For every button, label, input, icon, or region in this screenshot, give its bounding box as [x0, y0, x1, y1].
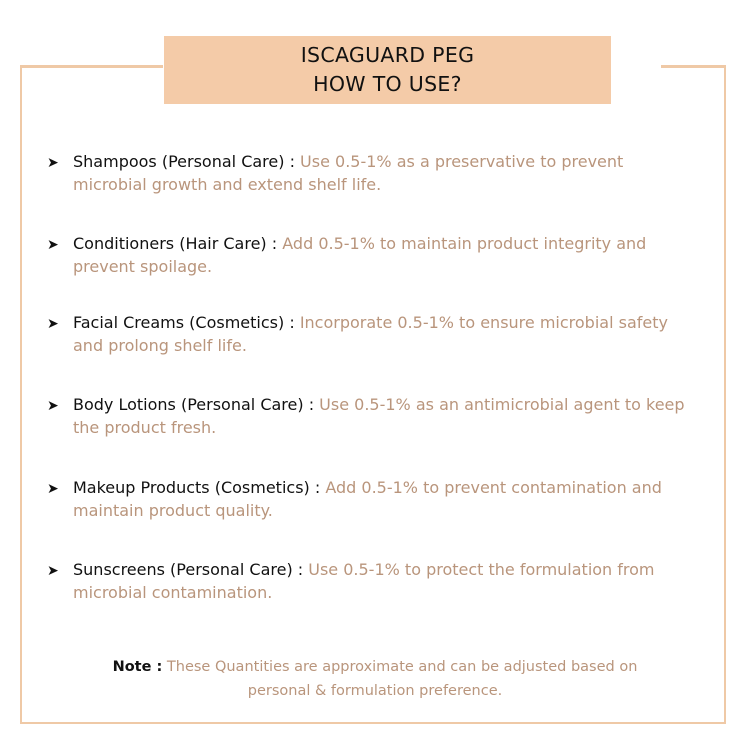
item-description-cont: microbial contamination. [73, 583, 273, 602]
title-how-to-use: HOW TO USE? [313, 72, 462, 96]
item-description-cont: the product fresh. [73, 418, 217, 437]
arrowhead-icon: ➤ [47, 237, 59, 253]
item-description: Add 0.5-1% to prevent contamination and [325, 478, 662, 497]
item-label: Shampoos (Personal Care) : [73, 152, 295, 171]
arrowhead-icon: ➤ [47, 398, 59, 414]
item-description-cont: and prolong shelf life. [73, 336, 247, 355]
footnote [60, 655, 690, 703]
arrowhead-icon: ➤ [47, 481, 59, 497]
arrowhead-icon: ➤ [47, 563, 59, 579]
arrowhead-icon: ➤ [47, 155, 59, 171]
frame-top-border-left [20, 65, 163, 68]
item-description: Add 0.5-1% to maintain product integrity and [282, 234, 647, 253]
item-label: Sunscreens (Personal Care) : [73, 560, 304, 579]
title-banner [164, 36, 611, 104]
item-description: Use 0.5-1% as a preservative to prevent [300, 152, 624, 171]
item-description: Incorporate 0.5-1% to ensure microbial safety [299, 313, 668, 332]
item-description: Use 0.5-1% to protect the formulation from [308, 560, 655, 579]
title-product-name: ISCAGUARD PEG [300, 43, 475, 67]
item-label: Body Lotions (Personal Care) : [73, 395, 315, 414]
arrowhead-icon: ➤ [47, 316, 59, 332]
item-description: Use 0.5-1% as an antimicrobial agent to keep [319, 395, 685, 414]
note-text-cont: personal & formulation preference. [247, 683, 503, 699]
note-text: These Quantities are approximate and can be adjusted based on [166, 659, 638, 675]
item-description-cont: microbial growth and extend shelf life. [73, 175, 382, 194]
note-label: Note : [112, 659, 163, 675]
item-description-cont: maintain product quality. [73, 501, 273, 520]
frame-top-border-right [661, 65, 726, 68]
item-label: Facial Creams (Cosmetics) : [73, 313, 295, 332]
item-description-cont: prevent spoilage. [73, 257, 213, 276]
item-label: Conditioners (Hair Care) : [73, 234, 278, 253]
item-label: Makeup Products (Cosmetics) : [73, 478, 321, 497]
